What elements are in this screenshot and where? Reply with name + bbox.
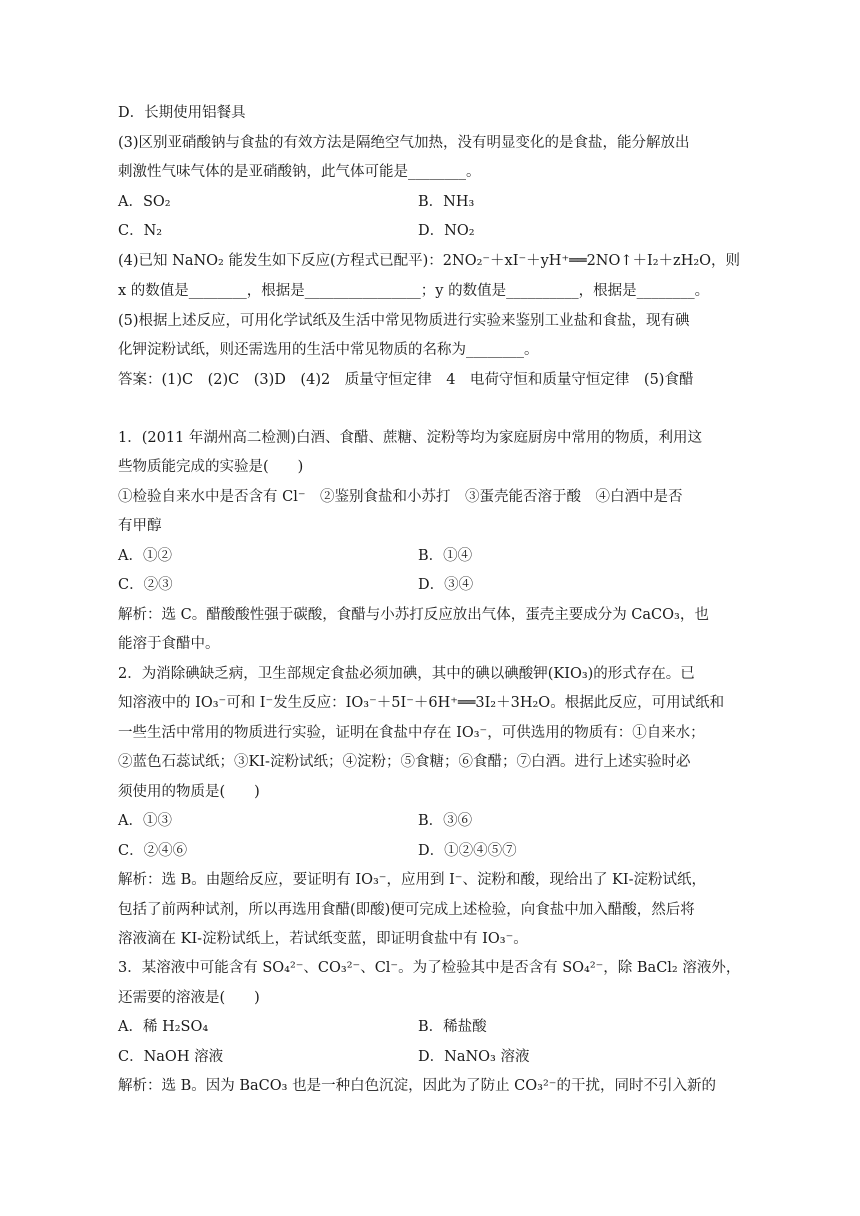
question-5-line-2: 化钾淀粉试纸，则还需选用的生活中常见物质的名称为________。 <box>118 342 539 358</box>
problem-1-explanation-2: 能溶于食醋中。 <box>118 636 220 652</box>
problem-1-explanation-1: 解析：选 C。醋酸酸性强于碳酸，食醋与小苏打反应放出气体，蛋壳主要成分为 CaCO₃，也 <box>118 607 709 623</box>
problem-2-explanation-1: 解析：选 B。由题给反应，要证明有 IO₃⁻，应用到 I⁻、淀粉和酸，现给出了 KI-淀粉试纸， <box>118 872 707 888</box>
question-4-line-1: (4)已知 NaNO₂ 能发生如下反应(方程式已配平)：2NO₂⁻＋xI⁻＋yH⁺══2NO↑＋I₂＋zH₂O，则 <box>118 253 741 269</box>
p1-option-b: B．①④ <box>418 548 473 564</box>
problem-3-line-2: 还需要的溶液是( ) <box>118 990 260 1006</box>
p2-option-c: C．②④⑥ <box>118 843 188 859</box>
answer-line: 答案：(1)C (2)C (3)D (4)2 质量守恒定律 4 电荷守恒和质量守恒定律 (5)食醋 <box>118 372 694 388</box>
p2-option-d: D．①②④⑤⑦ <box>418 843 517 859</box>
problem-2-line-3: 一些生活中常用的物质进行实验，证明在食盐中存在 IO₃⁻，可供选用的物质有：①自来水； <box>118 725 705 741</box>
problem-2-line-4: ②蓝色石蕊试纸；③KI-淀粉试纸；④淀粉；⑤食糖；⑥食醋；⑦白酒。进行上述实验时必 <box>118 754 691 770</box>
problem-2-explanation-3: 溶液滴在 KI-淀粉试纸上，若试纸变蓝，即证明食盐中有 IO₃⁻。 <box>118 931 528 947</box>
problem-2-explanation-2: 包括了前两种试剂，所以再选用食醋(即酸)便可完成上述检验，向食盐中加入醋酸，然后将 <box>118 902 695 918</box>
problem-1-line-4: 有甲醇 <box>118 518 162 534</box>
problem-3-explanation-1: 解析：选 B。因为 BaCO₃ 也是一种白色沉淀，因此为了防止 CO₃²⁻的干扰，同时不引入新的 <box>118 1078 716 1094</box>
question-3-line-2: 刺激性气味气体的是亚硝酸钠，此气体可能是________。 <box>118 164 481 180</box>
p2-option-b: B．③⑥ <box>418 813 473 829</box>
q3-option-a: A．SO₂ <box>118 194 171 210</box>
problem-3-line-1: 3．某溶液中可能含有 SO₄²⁻、CO₃²⁻、Cl⁻。为了检验其中是否含有 SO₄²⁻，除 BaCl₂ 溶液外， <box>118 960 741 976</box>
p3-option-b: B．稀盐酸 <box>418 1019 487 1035</box>
q3-option-d: D．NO₂ <box>418 223 475 239</box>
option-d-line: D．长期使用铝餐具 <box>118 105 246 121</box>
problem-1-line-1: 1．(2011 年湖州高二检测)白酒、食醋、蔗糖、淀粉等均为家庭厨房中常用的物质，利用这 <box>118 430 703 446</box>
p1-option-c: C．②③ <box>118 577 173 593</box>
problem-1-line-3: ①检验自来水中是否含有 Cl⁻ ②鉴别食盐和小苏打 ③蛋壳能否溶于酸 ④白酒中是否 <box>118 489 683 505</box>
q3-option-b: B．NH₃ <box>418 194 475 210</box>
p1-option-a: A．①② <box>118 548 172 564</box>
p3-option-c: C．NaOH 溶液 <box>118 1049 224 1065</box>
problem-2-line-1: 2．为消除碘缺乏病，卫生部规定食盐必须加碘，其中的碘以碘酸钾(KIO₃)的形式存在。已 <box>118 666 695 682</box>
question-3-line-1: (3)区别亚硝酸钠与食盐的有效方法是隔绝空气加热，没有明显变化的是食盐，能分解放出 <box>118 135 690 151</box>
p2-option-a: A．①③ <box>118 813 172 829</box>
question-5-line-1: (5)根据上述反应，可用化学试纸及生活中常见物质进行实验来鉴别工业盐和食盐，现有碘 <box>118 313 690 329</box>
problem-2-line-5: 须使用的物质是( ) <box>118 784 260 800</box>
p3-option-a: A．稀 H₂SO₄ <box>118 1019 209 1035</box>
problem-2-line-2: 知溶液中的 IO₃⁻可和 I⁻发生反应：IO₃⁻＋5I⁻＋6H⁺══3I₂＋3H₂O。根据此反应，可用试纸和 <box>118 695 725 711</box>
q3-option-c: C．N₂ <box>118 223 163 239</box>
p1-option-d: D．③④ <box>418 577 474 593</box>
problem-1-line-2: 些物质能完成的实验是( ) <box>118 459 304 475</box>
p3-option-d: D．NaNO₃ 溶液 <box>418 1049 530 1065</box>
question-4-line-2: x 的数值是________，根据是________________；y 的数值是__________，根据是________。 <box>118 283 710 299</box>
